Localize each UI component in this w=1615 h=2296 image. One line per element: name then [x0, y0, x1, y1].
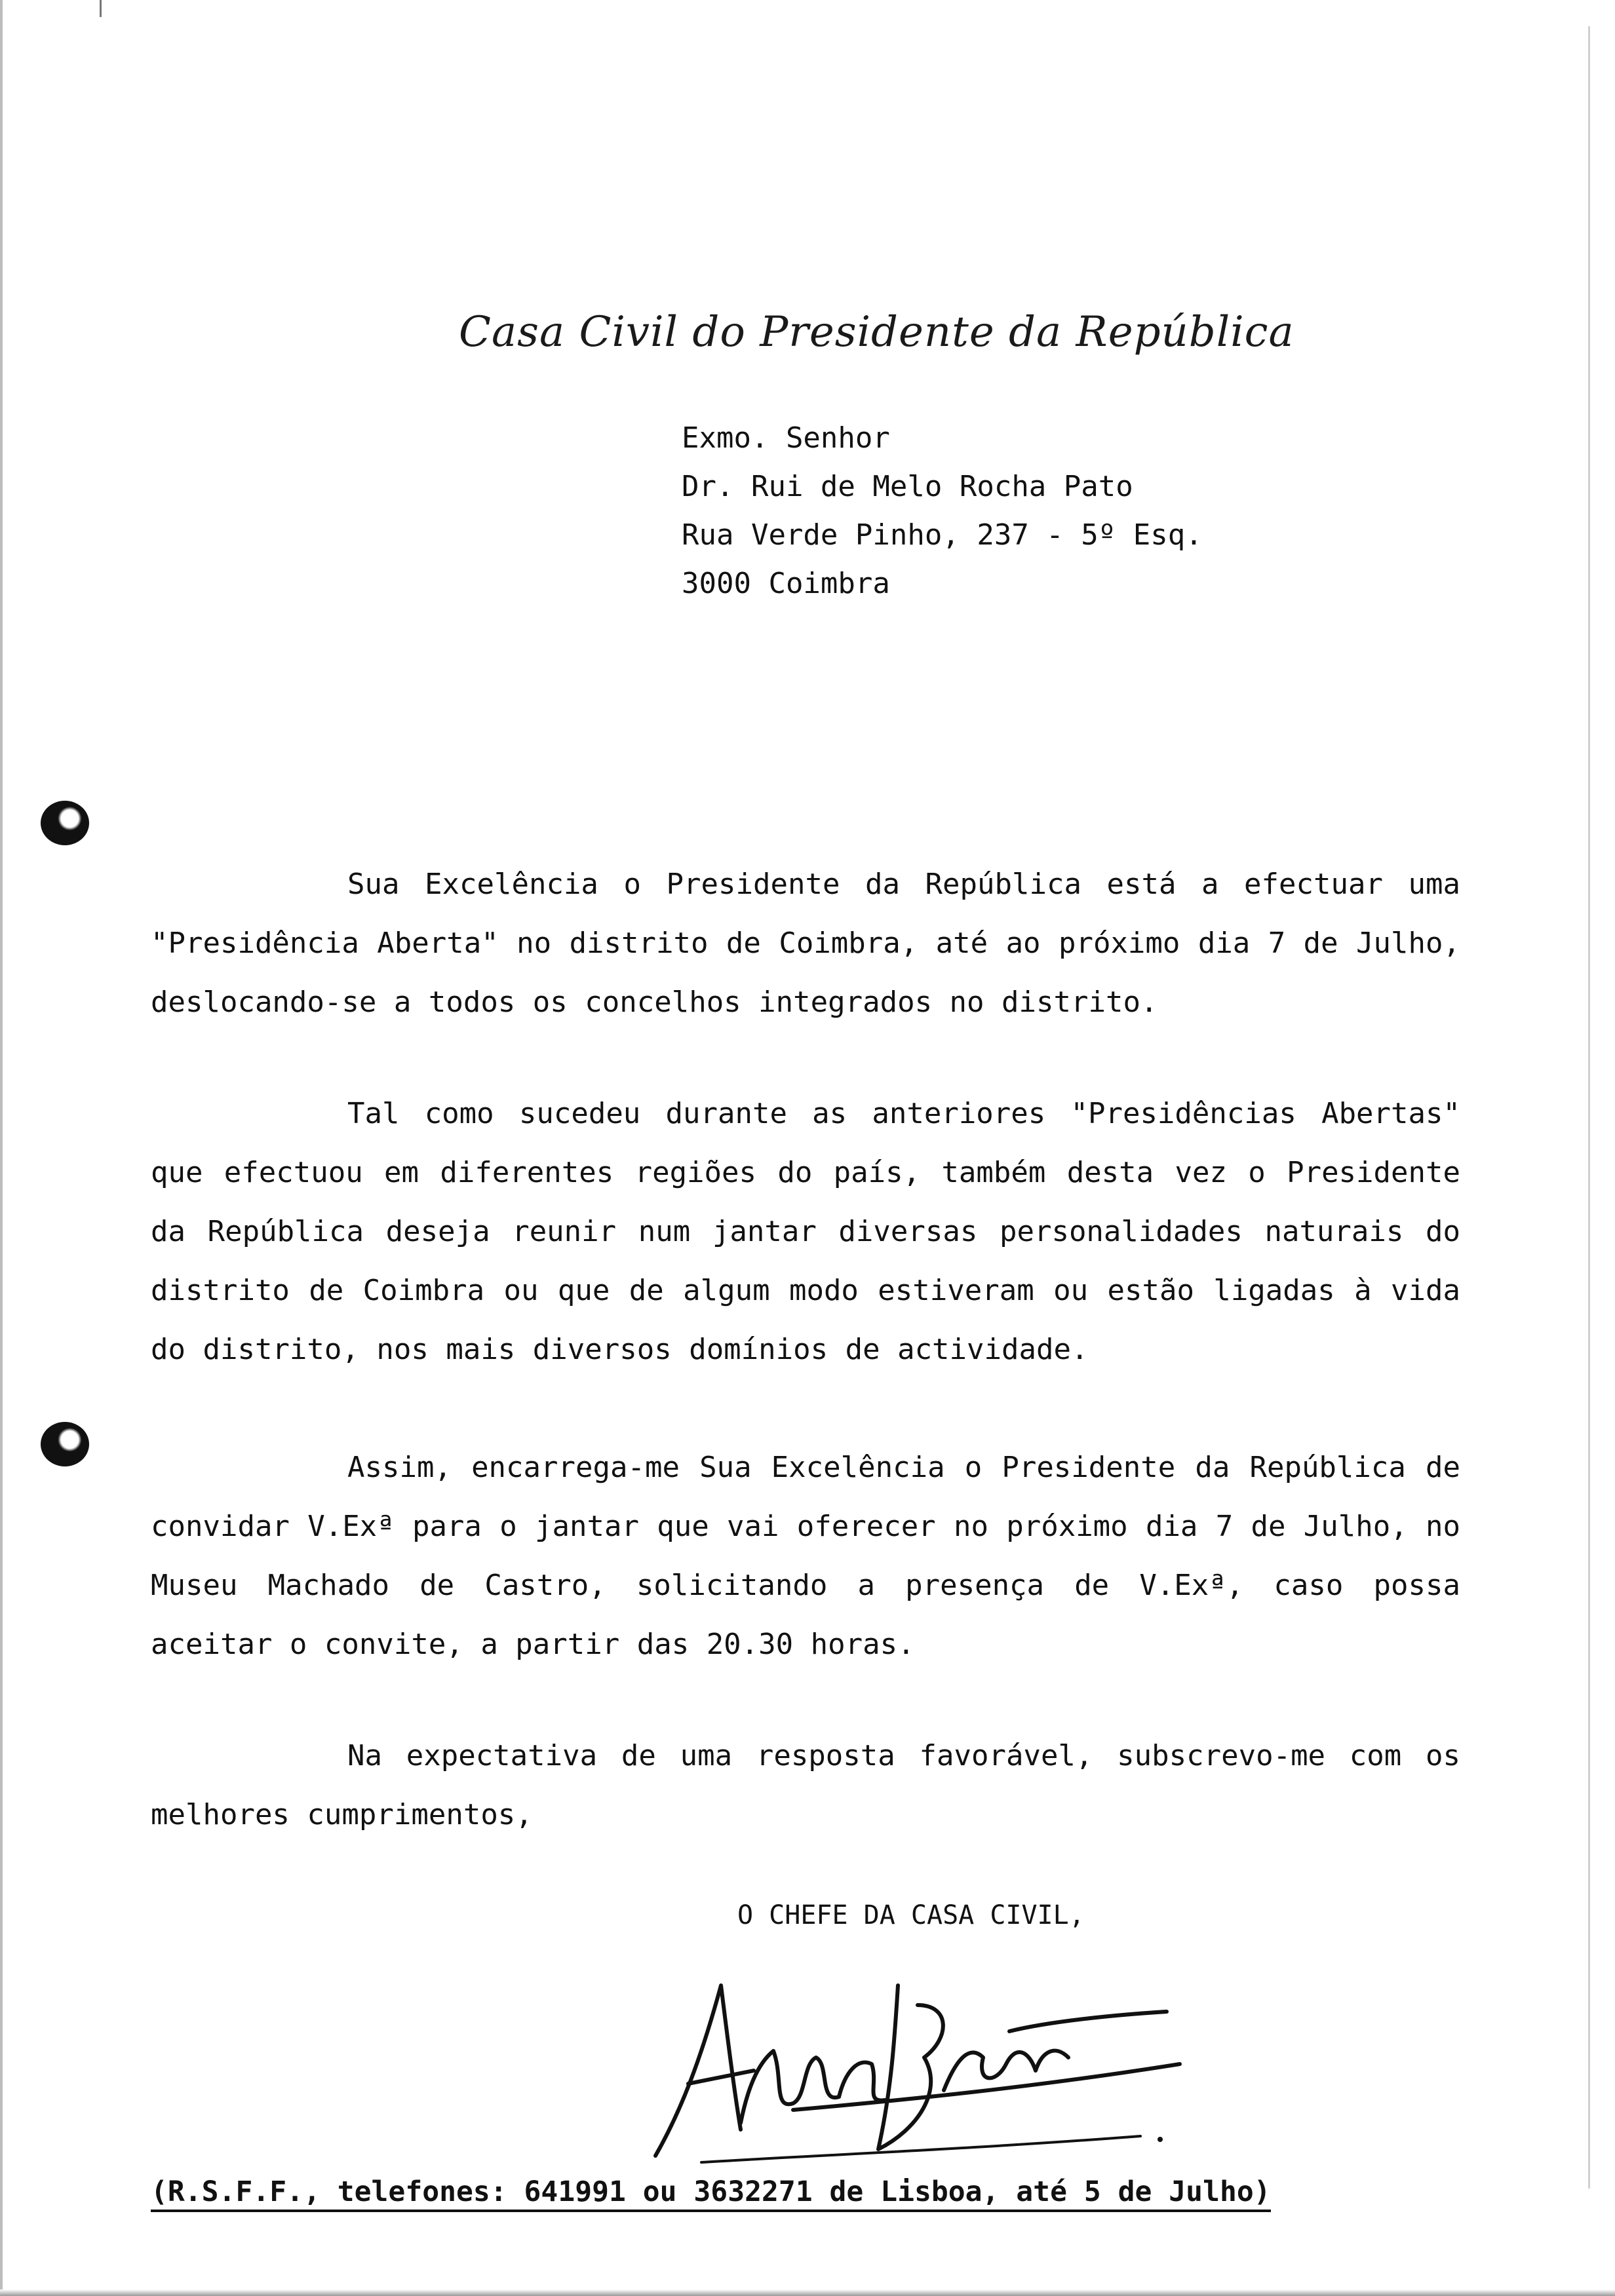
scan-mark — [100, 0, 102, 17]
recipient-salutation: Exmo. Senhor — [682, 421, 890, 455]
recipient-address — [682, 414, 1203, 608]
punch-hole-bottom — [41, 1422, 89, 1466]
closing-title: O CHEFE DA CASA CIVIL, — [737, 1900, 1085, 1930]
paragraph-cumprimentos: Na expectativa de uma resposta favorável, subscrevo-me com os melhores cumprimentos, — [151, 1739, 1460, 1831]
recipient-street: Rua Verde Pinho, 237 - 5º Esq. — [682, 518, 1203, 552]
recipient-name: Dr. Rui de Melo Rocha Pato — [682, 470, 1133, 503]
footer-rsvp: (R.S.F.F., telefones: 641991 ou 3632271 de Lisboa, até 5 de Julho) — [151, 2175, 1271, 2212]
handwritten-signature — [642, 1959, 1199, 2175]
paragraph-convite: Assim, encarrega-me Sua Excelência o Presidente da República de convidar V.Exª para o jantar que vai oferecer no próximo dia 7 de Julho, no Museu Machado de Castro, solicitando a presença de V.Exª, caso possa aceitar o convite, a partir das 20.30 horas. — [151, 1451, 1460, 1661]
scan-edge-bottom — [0, 2289, 1615, 2296]
scan-edge-left — [0, 0, 3, 2296]
punch-hole-top — [41, 801, 89, 845]
paragraph-jantar: Tal como sucedeu durante as anteriores "Presidências Abertas" que efectuou em diferentes regiões do país, também desta vez o Presidente da República deseja reunir num jantar diversas personalidades naturais do distrito de Coimbra ou que de algum modo estiveram ou estão ligadas à vida do distrito, nos mais diversos domínios de actividade. — [151, 1097, 1460, 1366]
letterhead: Casa Civil do Presidente da República — [459, 308, 1294, 356]
scan-edge-right — [1588, 26, 1590, 2189]
paragraph-presidencia-aberta: Sua Excelência o Presidente da República está a efectuar uma "Presidência Aberta" no distrito de Coimbra, até ao próximo dia 7 de Julho, deslocando-se a todos os concelhos integrados no distrito. — [151, 868, 1460, 1019]
recipient-city: 3000 Coimbra — [682, 567, 890, 600]
